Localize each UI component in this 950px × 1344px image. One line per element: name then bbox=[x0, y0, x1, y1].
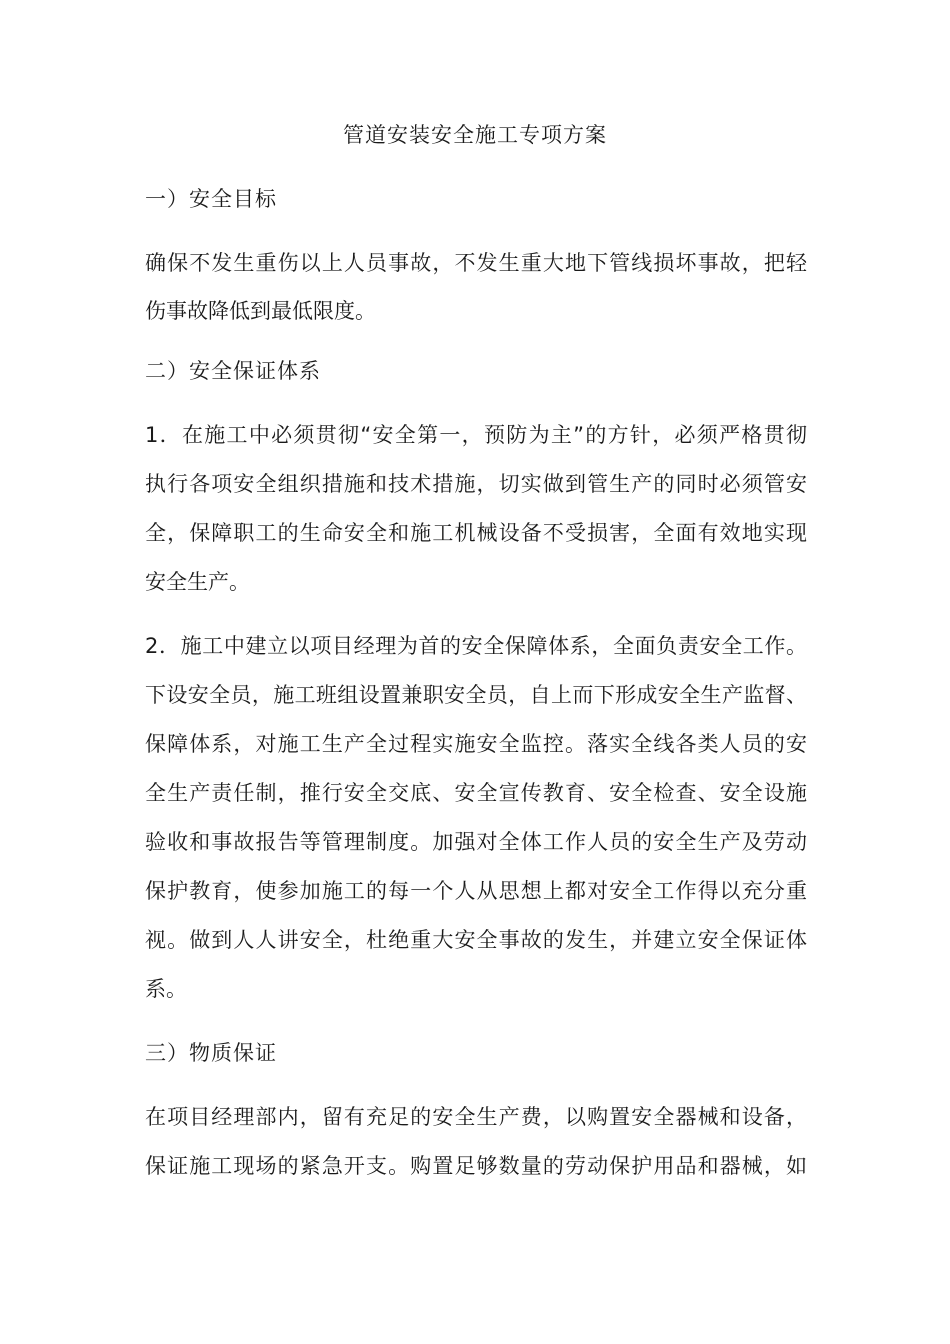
paragraph-line: 系。 bbox=[145, 977, 187, 1001]
paragraph-line: 下设安全员，施工班组设置兼职安全员，自上而下形成安全生产监督、 bbox=[145, 683, 807, 707]
paragraph-line: 全生产责任制，推行安全交底、安全宣传教育、安全检查、安全设施 bbox=[145, 781, 807, 805]
paragraph-line: 2．施工中建立以项目经理为首的安全保障体系，全面负责安全工作。 bbox=[145, 634, 807, 658]
paragraph-line: 保护教育，使参加施工的每一个人从思想上都对安全工作得以充分重 bbox=[145, 879, 807, 903]
paragraph-line: 确保不发生重伤以上人员事故，不发生重大地下管线损坏事故，把轻 bbox=[145, 251, 807, 275]
paragraph-line: 保证施工现场的紧急开支。购置足够数量的劳动保护用品和器械，如 bbox=[145, 1154, 807, 1178]
paragraph-line: 保障体系，对施工生产全过程实施安全监控。落实全线各类人员的安 bbox=[145, 732, 807, 756]
section-heading-safety-goal: 一）安全目标 bbox=[145, 187, 277, 211]
paragraph-line: 1．在施工中必须贯彻“安全第一，预防为主”的方针，必须严格贯彻 bbox=[145, 423, 807, 447]
section-heading-material-guarantee: 三）物质保证 bbox=[145, 1041, 277, 1065]
document-title: 管道安装安全施工专项方案 bbox=[343, 123, 607, 147]
paragraph-line: 全，保障职工的生命安全和施工机械设备不受损害，全面有效地实现 bbox=[145, 521, 807, 545]
paragraph-line: 安全生产。 bbox=[145, 570, 250, 594]
paragraph-line: 视。做到人人讲安全，杜绝重大安全事故的发生，并建立安全保证体 bbox=[145, 928, 807, 952]
paragraph-line: 伤事故降低到最低限度。 bbox=[145, 299, 376, 323]
paragraph-line: 验收和事故报告等管理制度。加强对全体工作人员的安全生产及劳动 bbox=[145, 830, 807, 854]
paragraph-line: 执行各项安全组织措施和技术措施，切实做到管生产的同时必须管安 bbox=[145, 472, 807, 496]
paragraph-line: 在项目经理部内，留有充足的安全生产费，以购置安全器械和设备， bbox=[145, 1105, 807, 1129]
section-heading-safety-system: 二）安全保证体系 bbox=[145, 359, 321, 383]
